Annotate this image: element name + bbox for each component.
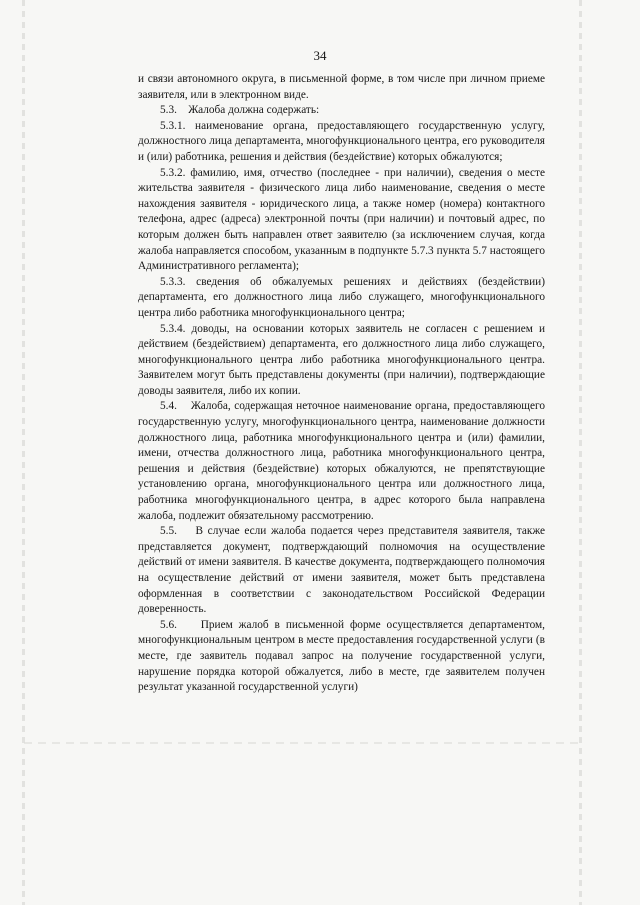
scan-artifact-bottom: [24, 742, 584, 744]
scan-edge-right: [579, 0, 582, 905]
paragraph: 5.3. Жалоба должна содержать:: [160, 104, 320, 117]
paragraph: и связи автономного округа, в письменной форме, в том числе при личном приеме заявителя, или в электронном виде.: [138, 73, 545, 101]
paragraph: 5.6. Прием жалоб в письменной форме осуществляется департаментом, многофункциональным центром в месте предоставления государственной услуги (в месте, где заявитель подавал запрос на получение государственной услуги, нарушение порядка которой обжалуется, либо в месте, где заявителем получен результат указанной государственной услуги): [138, 618, 545, 694]
paragraph: 5.4. Жалоба, содержащая неточное наименование органа, предоставляющего государственную услугу, многофункционального центра, наименование должности должностного лица, работника многофункционального центра и (или) фамилии, имени, отчества должностного лица, работника многофункционального центра, решения и действия (бездействие) которых обжалуются, не препятствующие установлению органа, многофункционального центра или должностного лица, работника многофункционального центра, в адрес которого была направлена жалоба, подлежит обязательному рассмотрению.: [138, 400, 545, 522]
scan-edge-left: [22, 0, 25, 905]
paragraph: 5.3.4. доводы, на основании которых заявитель не согласен с решением и действием (бездействием) департамента, его должностного лица либо служащего, многофункционального центра либо работника многофункционального центра. Заявителем могут быть представлены документы (при наличии), подтверждающие доводы заявителя, либо их копии.: [138, 322, 545, 397]
paragraph: 5.3.1. наименование органа, предоставляющего государственную услугу, должностного лица департамента, многофункционального центра, его руководителя и (или) работника, решения и действия (бездействие) которых обжалуются;: [138, 119, 545, 163]
paragraph: 5.3.2. фамилию, имя, отчество (последнее - при наличии), сведения о месте жительства заявителя - физического лица либо наименование, сведения о месте нахождения заявителя - юридического лица, а также номер (номера) контактного телефона, адрес (адреса) электронной почты (при наличии) и почтовый адрес, по которым должен быть направлен ответ заявителю (за исключением случая, когда жалоба направляется способом, указанным в подпункте 5.7.3 пункта 5.7 настоящего Административного регламента);: [138, 166, 545, 273]
paragraph: 5.5. В случае если жалоба подается через представителя заявителя, также представляется документ, подтверждающий полномочия на осуществление действий от имени заявителя. В качестве документа, подтверждающего полномочия на осуществление действий от имени заявителя, может быть представлена оформленная в соответствии с законодательством Российской Федерации доверенность.: [138, 525, 545, 616]
document-body: [138, 72, 545, 696]
page-number: 34: [313, 48, 327, 63]
paragraph: 5.3.3. сведения об обжалуемых решениях и действиях (бездействии) департамента, его должностного лица либо служащего, многофункционального центра либо работника многофункционального центра;: [138, 275, 545, 319]
